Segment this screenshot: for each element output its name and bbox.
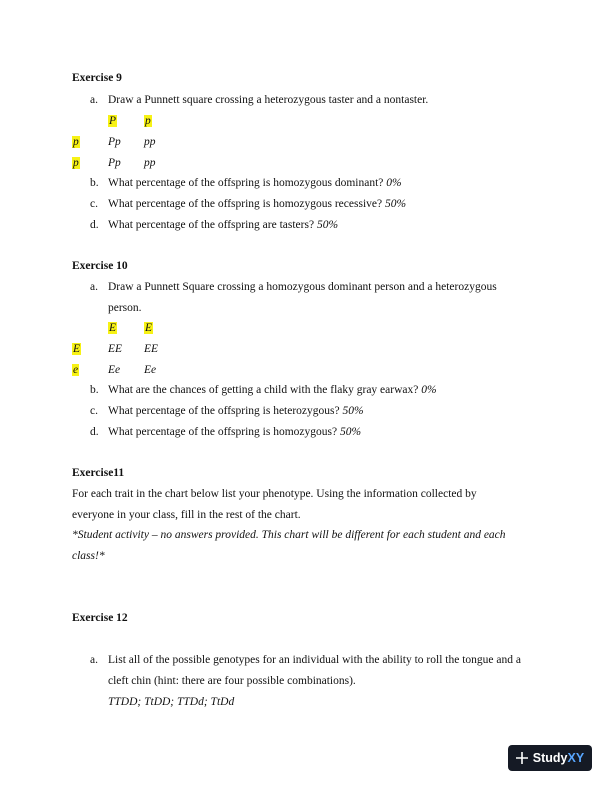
list-marker: d. (90, 219, 99, 231)
question-line (108, 219, 338, 231)
punnett-row-allele: p (73, 136, 79, 148)
punnett-cell: pp (144, 157, 156, 169)
badge-label (533, 751, 584, 765)
punnett-row-allele: p (73, 157, 79, 169)
exercise-9-title: Exercise 9 (72, 72, 122, 84)
question-text: Draw a Punnett Square crossing a homozygous dominant person and a heterozygous (108, 281, 497, 293)
exercise-10-title: Exercise 10 (72, 260, 128, 272)
exercise-11-title: Exercise11 (72, 467, 125, 479)
answer: 50% (342, 405, 364, 417)
question-text: What percentage of the offspring is heterozygous? (108, 405, 340, 417)
punnett-cell: EE (144, 343, 159, 355)
punnett-cell: Pp (108, 157, 121, 169)
punnett-cell: pp (144, 136, 156, 148)
body-text: For each trait in the chart below list your phenotype. Using the information collected by (72, 488, 477, 500)
punnett-cell: Ee (144, 364, 157, 376)
note-text: *Student activity – no answers provided. This chart will be different for each student and each (72, 529, 506, 541)
plus-icon (516, 752, 528, 764)
punnett-row-allele: E (73, 343, 81, 355)
body-text: everyone in your class, fill in the rest of the chart. (72, 509, 301, 521)
punnett-header-allele: E (145, 322, 153, 334)
list-marker: a. (90, 654, 98, 666)
punnett-cell: EE (108, 343, 123, 355)
answer: TTDD; TtDD; TTDd; TtDd (108, 696, 235, 708)
question-line (108, 177, 402, 189)
list-marker: c. (90, 405, 98, 417)
list-marker: b. (90, 384, 99, 396)
list-marker: d. (90, 426, 99, 438)
list-marker: b. (90, 177, 99, 189)
question-text: What percentage of the offspring are tasters? (108, 219, 315, 231)
note-text: class!* (72, 550, 105, 562)
exercise-12-title: Exercise 12 (72, 612, 128, 624)
answer: 0% (421, 384, 437, 396)
punnett-header-allele: p (145, 115, 151, 127)
list-marker: a. (90, 94, 98, 106)
answer: 50% (316, 219, 339, 231)
badge-label-main: Study (532, 751, 568, 765)
question-line (108, 384, 437, 396)
punnett-header-allele: P (109, 115, 117, 127)
punnett-cell: Pp (108, 136, 121, 148)
question-line (108, 426, 361, 438)
studyxy-badge[interactable] (508, 745, 592, 771)
answer: 50% (384, 198, 407, 210)
answer: 0% (386, 177, 402, 189)
question-text: What percentage of the offspring is homozygous? (108, 426, 338, 438)
badge-label-accent: XY (567, 751, 585, 765)
question-text: What percentage of the offspring is homozygous recessive? (108, 198, 383, 210)
punnett-header-allele: E (109, 322, 117, 334)
punnett-cell: Ee (108, 364, 121, 376)
question-text: List all of the possible genotypes for an individual with the ability to roll the tongue and a (108, 654, 521, 666)
question-text: cleft chin (hint: there are four possible combinations). (108, 675, 356, 687)
punnett-row-allele: e (73, 364, 79, 376)
question-line (108, 198, 406, 210)
answer: 50% (339, 426, 362, 438)
question-text: Draw a Punnett square crossing a heterozygous taster and a nontaster. (108, 94, 429, 106)
question-text: What are the chances of getting a child with the flaky gray earwax? (108, 384, 419, 396)
list-marker: a. (90, 281, 98, 293)
question-text: What percentage of the offspring is homozygous dominant? (108, 177, 384, 189)
question-text: person. (108, 302, 142, 314)
question-line (108, 405, 364, 417)
list-marker: c. (90, 198, 98, 210)
